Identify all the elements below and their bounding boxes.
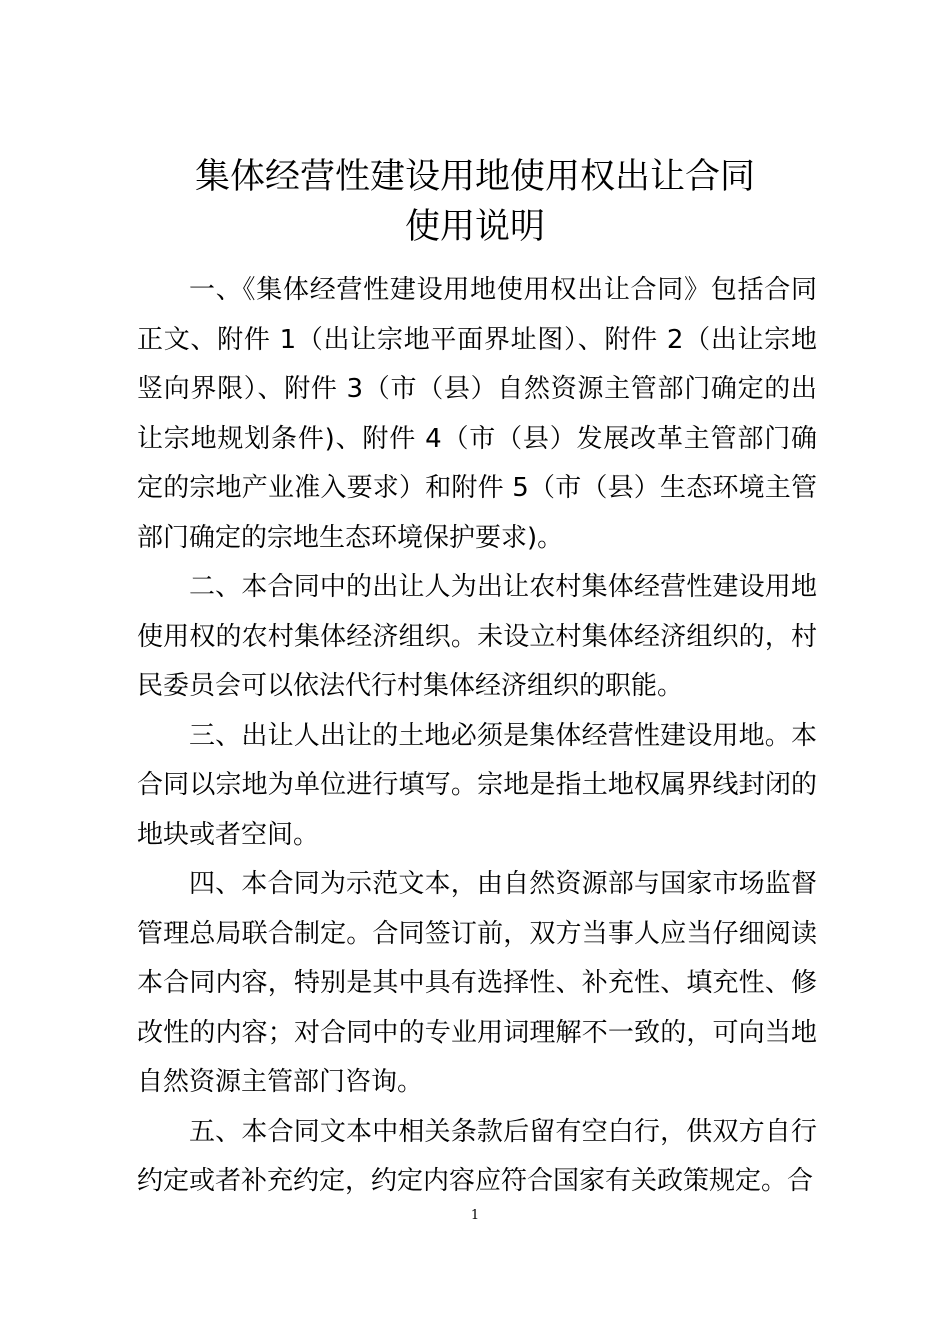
- document-subtitle: 使用说明: [404, 207, 545, 247]
- paragraph-1: 一、《集体经营性建设用地使用权出让合同》包括合同正文、附件 1（出让宗地平面界址图）、附件 2（出让宗地竖向界限）、附件 3（市（县）自然资源主管部门确定的出让宗地规划条件)、附件 4（市（县）发展改革主管部门确定的宗地产业准入要求）和附件 5（市（县）生态环境主管部门确定的宗地生态环境保护要求)。: [137, 275, 817, 553]
- paragraph-3: 三、出让人出让的土地必须是集体经营性建设用地。本合同以宗地为单位进行填写。宗地是指土地权属界线封闭的地块或者空间。: [137, 720, 817, 850]
- paragraph-5: 五、本合同文本中相关条款后留有空白行，供双方自行约定或者补充约定，约定内容应符合国家有关政策规定。合: [137, 1116, 817, 1196]
- document-body: [137, 266, 817, 1207]
- page-number: 1: [470, 1208, 480, 1223]
- document-title: 集体经营性建设用地使用权出让合同: [194, 157, 755, 197]
- paragraph-4: 四、本合同为示范文本，由自然资源部与国家市场监督管理总局联合制定。合同签订前，双方当事人应当仔细阅读本合同内容，特别是其中具有选择性、补充性、填充性、修改性的内容；对合同中的专业用词理解不一致的，可向当地自然资源主管部门咨询。: [137, 869, 817, 1097]
- paragraph-2: 二、本合同中的出让人为出让农村集体经营性建设用地使用权的农村集体经济组织。未设立村集体经济组织的，村民委员会可以依法代行村集体经济组织的职能。: [137, 572, 817, 701]
